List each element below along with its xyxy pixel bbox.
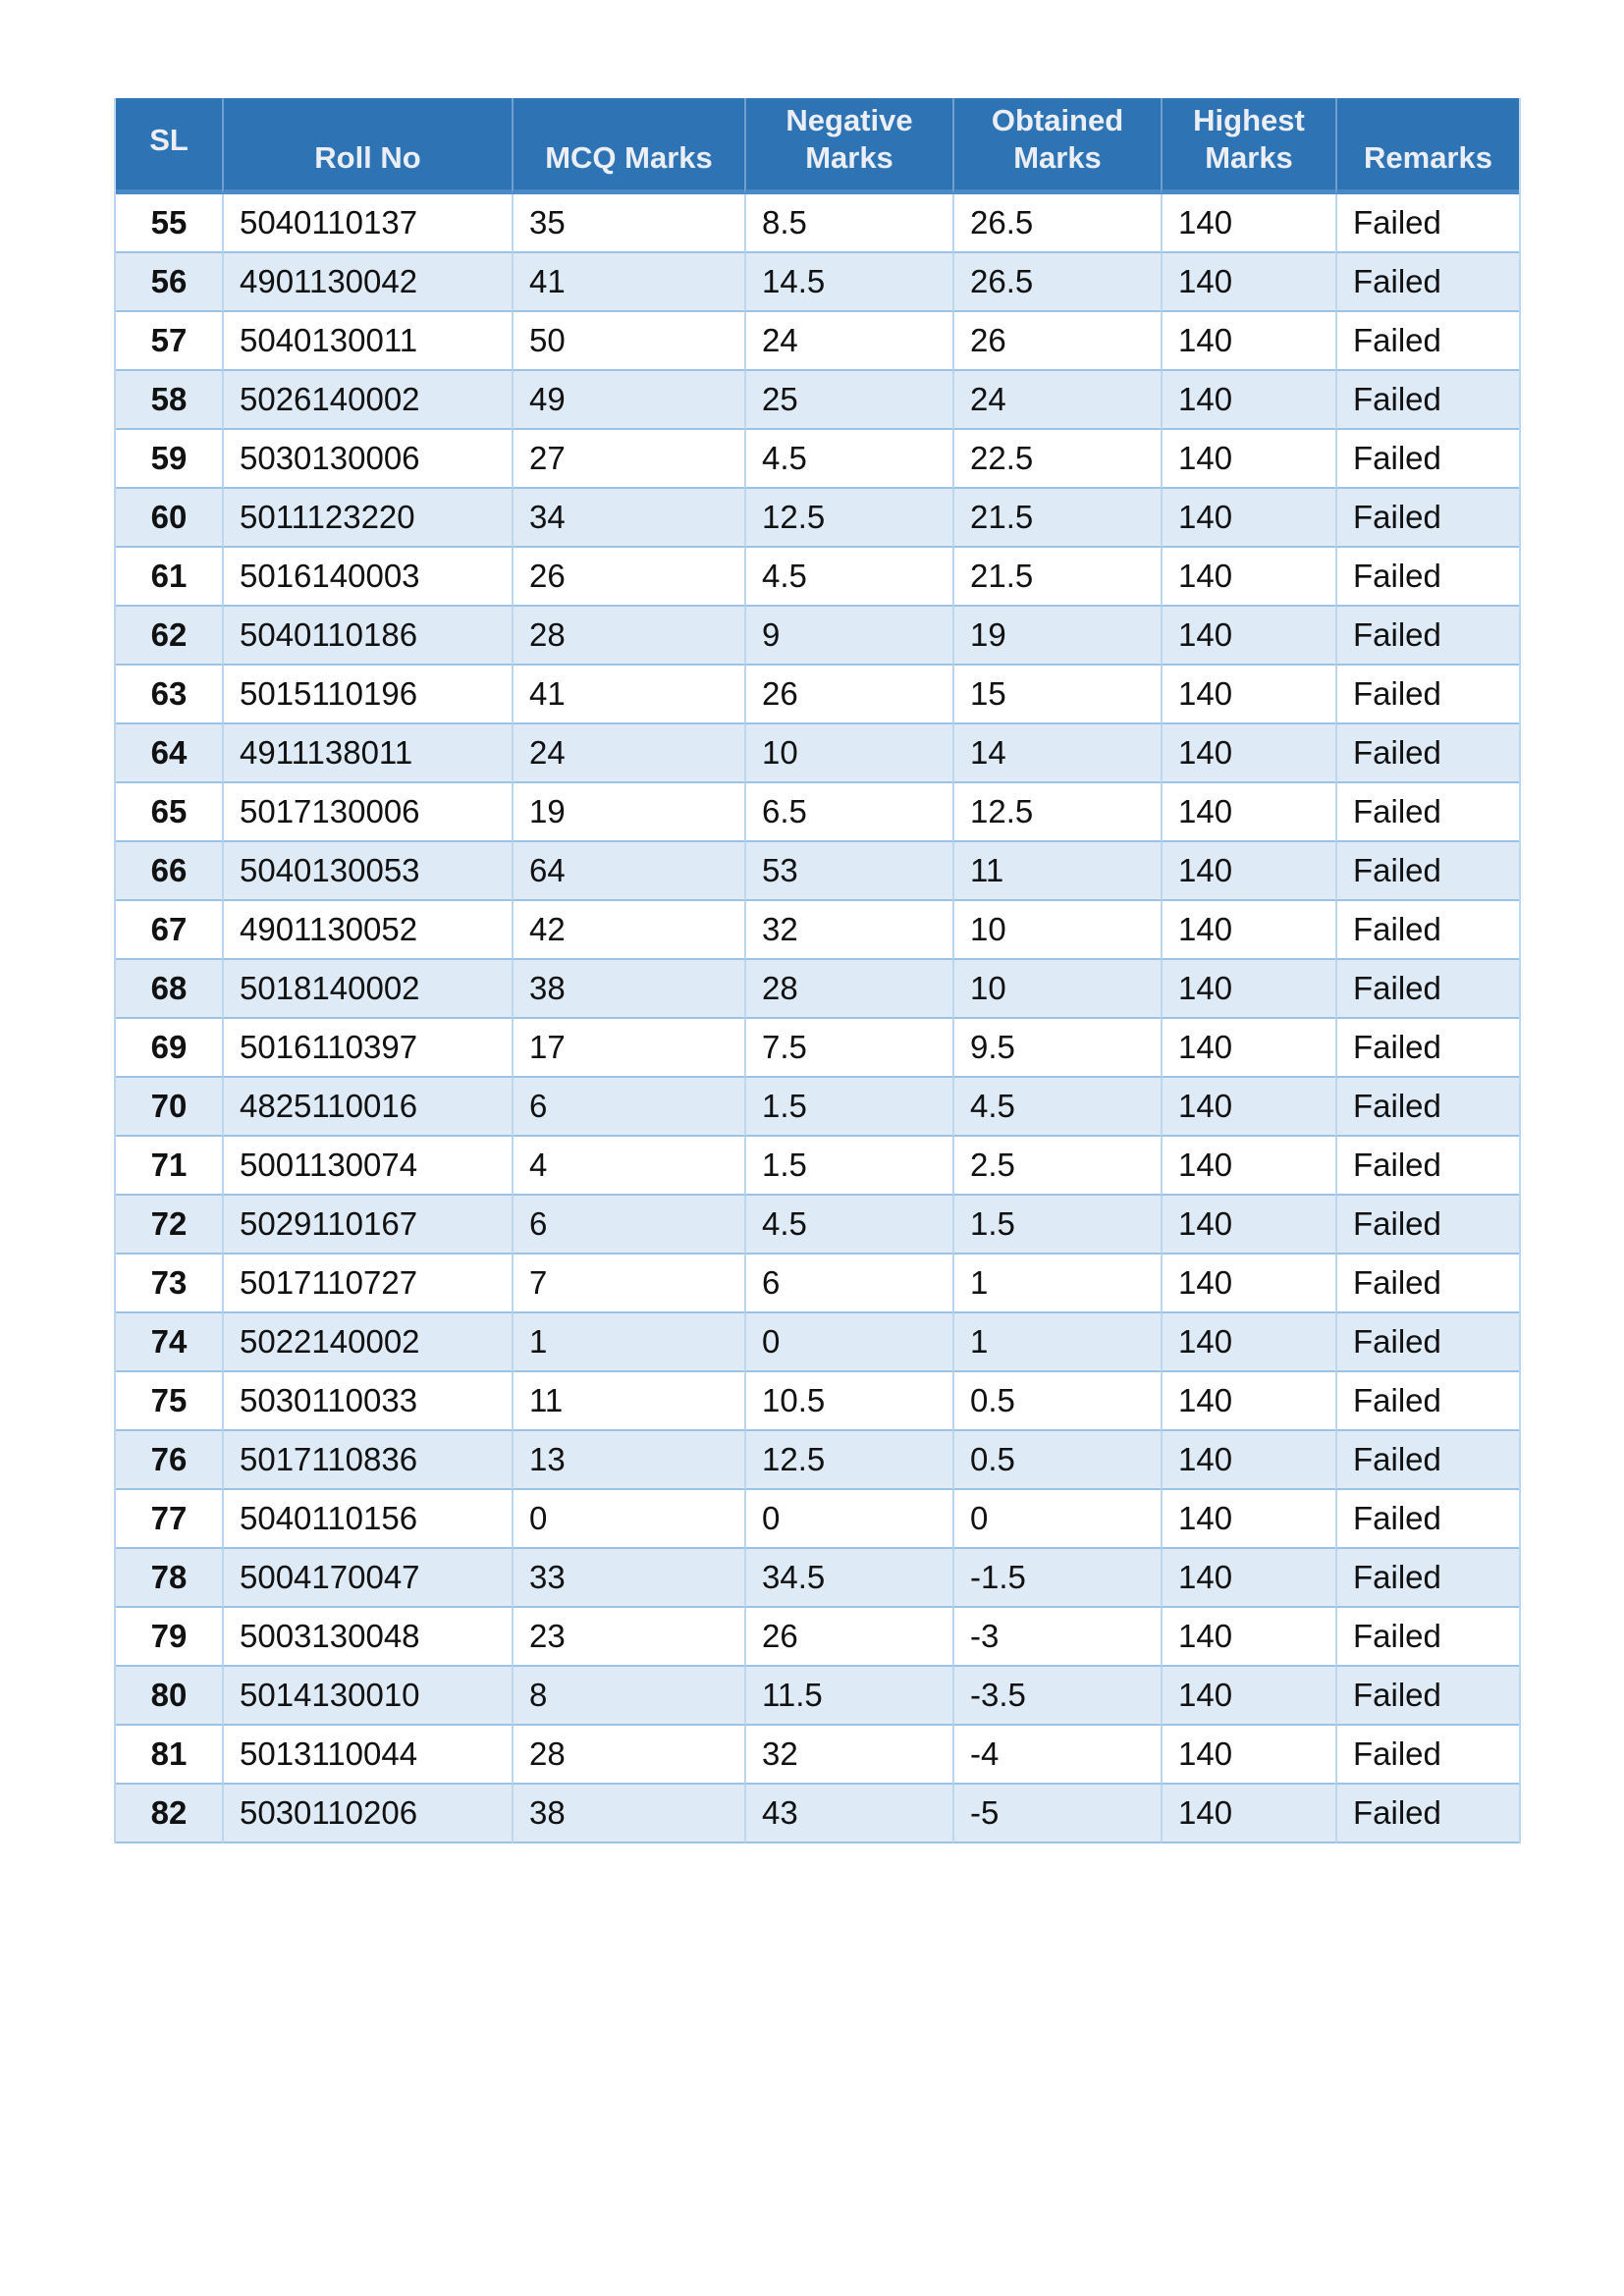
cell-obtained-marks: 12.5 [952, 783, 1161, 842]
table-row [116, 1372, 1519, 1431]
cell-obtained-marks: 1.5 [952, 1196, 1161, 1255]
cell-mcq-marks: 17 [512, 1019, 744, 1078]
cell-negative-marks: 25 [744, 371, 952, 430]
cell-obtained-marks: -3 [952, 1608, 1161, 1667]
cell-remarks: Failed [1335, 1196, 1519, 1255]
cell-sl: 80 [116, 1667, 222, 1726]
cell-negative-marks: 32 [744, 901, 952, 960]
table-row [116, 1431, 1519, 1490]
cell-mcq-marks: 1 [512, 1313, 744, 1372]
cell-negative-marks: 28 [744, 960, 952, 1019]
cell-remarks: Failed [1335, 666, 1519, 724]
cell-sl: 56 [116, 253, 222, 312]
table-row [116, 901, 1519, 960]
cell-remarks: Failed [1335, 1667, 1519, 1726]
cell-negative-marks: 43 [744, 1785, 952, 1843]
cell-roll-no: 5015110196 [222, 666, 512, 724]
cell-roll-no: 5030110206 [222, 1785, 512, 1843]
cell-roll-no: 5011123220 [222, 489, 512, 548]
table-row [116, 607, 1519, 666]
cell-roll-no: 5029110167 [222, 1196, 512, 1255]
cell-sl: 81 [116, 1726, 222, 1785]
cell-mcq-marks: 28 [512, 1726, 744, 1785]
cell-obtained-marks: 26.5 [952, 194, 1161, 253]
cell-mcq-marks: 24 [512, 724, 744, 783]
cell-remarks: Failed [1335, 1372, 1519, 1431]
results-table-header [116, 98, 1519, 194]
cell-remarks: Failed [1335, 1078, 1519, 1137]
cell-mcq-marks: 6 [512, 1196, 744, 1255]
cell-mcq-marks: 50 [512, 312, 744, 371]
cell-obtained-marks: 24 [952, 371, 1161, 430]
cell-negative-marks: 0 [744, 1313, 952, 1372]
cell-roll-no: 4901130042 [222, 253, 512, 312]
cell-highest-marks: 140 [1161, 489, 1335, 548]
table-row [116, 371, 1519, 430]
cell-mcq-marks: 34 [512, 489, 744, 548]
cell-mcq-marks: 35 [512, 194, 744, 253]
cell-highest-marks: 140 [1161, 1785, 1335, 1843]
cell-sl: 72 [116, 1196, 222, 1255]
cell-negative-marks: 6.5 [744, 783, 952, 842]
cell-mcq-marks: 11 [512, 1372, 744, 1431]
cell-negative-marks: 7.5 [744, 1019, 952, 1078]
cell-roll-no: 5030130006 [222, 430, 512, 489]
table-row [116, 312, 1519, 371]
cell-remarks: Failed [1335, 1137, 1519, 1196]
cell-remarks: Failed [1335, 901, 1519, 960]
table-row [116, 1785, 1519, 1843]
cell-obtained-marks: 15 [952, 666, 1161, 724]
cell-highest-marks: 140 [1161, 253, 1335, 312]
cell-obtained-marks: 4.5 [952, 1078, 1161, 1137]
cell-obtained-marks: 26.5 [952, 253, 1161, 312]
cell-mcq-marks: 33 [512, 1549, 744, 1608]
cell-negative-marks: 11.5 [744, 1667, 952, 1726]
cell-negative-marks: 1.5 [744, 1137, 952, 1196]
cell-remarks: Failed [1335, 1255, 1519, 1313]
cell-remarks: Failed [1335, 783, 1519, 842]
results-table [114, 98, 1521, 1843]
cell-negative-marks: 12.5 [744, 1431, 952, 1490]
cell-roll-no: 5001130074 [222, 1137, 512, 1196]
table-row [116, 1490, 1519, 1549]
header-negative-marks: Negative Marks [744, 98, 952, 194]
table-row [116, 783, 1519, 842]
cell-sl: 58 [116, 371, 222, 430]
cell-roll-no: 4911138011 [222, 724, 512, 783]
cell-mcq-marks: 42 [512, 901, 744, 960]
table-row [116, 842, 1519, 901]
cell-highest-marks: 140 [1161, 371, 1335, 430]
cell-negative-marks: 8.5 [744, 194, 952, 253]
cell-roll-no: 5004170047 [222, 1549, 512, 1608]
cell-remarks: Failed [1335, 253, 1519, 312]
cell-roll-no: 5026140002 [222, 371, 512, 430]
cell-highest-marks: 140 [1161, 1019, 1335, 1078]
cell-roll-no: 5017130006 [222, 783, 512, 842]
cell-highest-marks: 140 [1161, 1137, 1335, 1196]
header-mcq-marks: MCQ Marks [512, 98, 744, 194]
cell-obtained-marks: 1 [952, 1313, 1161, 1372]
cell-sl: 70 [116, 1078, 222, 1137]
cell-remarks: Failed [1335, 1019, 1519, 1078]
cell-obtained-marks: 1 [952, 1255, 1161, 1313]
cell-obtained-marks: 10 [952, 901, 1161, 960]
cell-remarks: Failed [1335, 842, 1519, 901]
cell-obtained-marks: -1.5 [952, 1549, 1161, 1608]
cell-negative-marks: 34.5 [744, 1549, 952, 1608]
cell-highest-marks: 140 [1161, 1608, 1335, 1667]
cell-sl: 76 [116, 1431, 222, 1490]
cell-highest-marks: 140 [1161, 1196, 1335, 1255]
cell-remarks: Failed [1335, 1785, 1519, 1843]
cell-roll-no: 4901130052 [222, 901, 512, 960]
cell-sl: 75 [116, 1372, 222, 1431]
cell-sl: 74 [116, 1313, 222, 1372]
cell-highest-marks: 140 [1161, 312, 1335, 371]
cell-negative-marks: 10 [744, 724, 952, 783]
cell-highest-marks: 140 [1161, 901, 1335, 960]
cell-remarks: Failed [1335, 1490, 1519, 1549]
cell-obtained-marks: 22.5 [952, 430, 1161, 489]
cell-sl: 62 [116, 607, 222, 666]
cell-negative-marks: 32 [744, 1726, 952, 1785]
cell-sl: 66 [116, 842, 222, 901]
cell-remarks: Failed [1335, 960, 1519, 1019]
table-row [116, 1726, 1519, 1785]
cell-roll-no: 5016140003 [222, 548, 512, 607]
cell-highest-marks: 140 [1161, 1667, 1335, 1726]
cell-highest-marks: 140 [1161, 548, 1335, 607]
cell-negative-marks: 14.5 [744, 253, 952, 312]
cell-remarks: Failed [1335, 1313, 1519, 1372]
cell-negative-marks: 4.5 [744, 1196, 952, 1255]
cell-mcq-marks: 27 [512, 430, 744, 489]
cell-obtained-marks: -3.5 [952, 1667, 1161, 1726]
cell-sl: 60 [116, 489, 222, 548]
table-row [116, 1608, 1519, 1667]
cell-roll-no: 5018140002 [222, 960, 512, 1019]
header-roll-no: Roll No [222, 98, 512, 194]
cell-negative-marks: 9 [744, 607, 952, 666]
cell-obtained-marks: 0.5 [952, 1372, 1161, 1431]
cell-roll-no: 5022140002 [222, 1313, 512, 1372]
cell-highest-marks: 140 [1161, 430, 1335, 489]
cell-highest-marks: 140 [1161, 194, 1335, 253]
cell-sl: 55 [116, 194, 222, 253]
table-row [116, 1137, 1519, 1196]
cell-sl: 67 [116, 901, 222, 960]
cell-roll-no: 4825110016 [222, 1078, 512, 1137]
cell-remarks: Failed [1335, 1726, 1519, 1785]
cell-obtained-marks: 21.5 [952, 548, 1161, 607]
cell-mcq-marks: 64 [512, 842, 744, 901]
cell-remarks: Failed [1335, 430, 1519, 489]
cell-obtained-marks: 14 [952, 724, 1161, 783]
cell-mcq-marks: 8 [512, 1667, 744, 1726]
cell-negative-marks: 0 [744, 1490, 952, 1549]
cell-roll-no: 5030110033 [222, 1372, 512, 1431]
cell-mcq-marks: 38 [512, 1785, 744, 1843]
cell-obtained-marks: 19 [952, 607, 1161, 666]
cell-sl: 69 [116, 1019, 222, 1078]
cell-mcq-marks: 41 [512, 253, 744, 312]
cell-negative-marks: 6 [744, 1255, 952, 1313]
table-row [116, 548, 1519, 607]
cell-highest-marks: 140 [1161, 666, 1335, 724]
cell-highest-marks: 140 [1161, 1726, 1335, 1785]
cell-remarks: Failed [1335, 1608, 1519, 1667]
cell-mcq-marks: 4 [512, 1137, 744, 1196]
cell-negative-marks: 1.5 [744, 1078, 952, 1137]
cell-remarks: Failed [1335, 312, 1519, 371]
header-sl: SL [116, 98, 222, 194]
table-row [116, 666, 1519, 724]
cell-negative-marks: 4.5 [744, 548, 952, 607]
cell-mcq-marks: 49 [512, 371, 744, 430]
cell-highest-marks: 140 [1161, 607, 1335, 666]
cell-mcq-marks: 41 [512, 666, 744, 724]
cell-mcq-marks: 0 [512, 1490, 744, 1549]
cell-mcq-marks: 26 [512, 548, 744, 607]
table-row [116, 194, 1519, 253]
cell-obtained-marks: 11 [952, 842, 1161, 901]
cell-remarks: Failed [1335, 371, 1519, 430]
cell-obtained-marks: 0 [952, 1490, 1161, 1549]
cell-mcq-marks: 13 [512, 1431, 744, 1490]
results-tbody [116, 194, 1519, 1843]
cell-obtained-marks: -5 [952, 1785, 1161, 1843]
cell-roll-no: 5017110836 [222, 1431, 512, 1490]
cell-highest-marks: 140 [1161, 1255, 1335, 1313]
cell-negative-marks: 26 [744, 1608, 952, 1667]
cell-highest-marks: 140 [1161, 783, 1335, 842]
table-row [116, 1078, 1519, 1137]
cell-sl: 82 [116, 1785, 222, 1843]
cell-remarks: Failed [1335, 1431, 1519, 1490]
cell-sl: 59 [116, 430, 222, 489]
cell-obtained-marks: 0.5 [952, 1431, 1161, 1490]
header-highest-marks: Highest Marks [1161, 98, 1335, 194]
cell-negative-marks: 10.5 [744, 1372, 952, 1431]
table-row [116, 1667, 1519, 1726]
cell-highest-marks: 140 [1161, 960, 1335, 1019]
cell-highest-marks: 140 [1161, 1431, 1335, 1490]
cell-sl: 77 [116, 1490, 222, 1549]
cell-sl: 68 [116, 960, 222, 1019]
header-obtained-marks: Obtained Marks [952, 98, 1161, 194]
table-row [116, 1549, 1519, 1608]
cell-remarks: Failed [1335, 724, 1519, 783]
cell-remarks: Failed [1335, 1549, 1519, 1608]
table-row [116, 1313, 1519, 1372]
cell-negative-marks: 26 [744, 666, 952, 724]
header-row [116, 98, 1519, 194]
cell-mcq-marks: 23 [512, 1608, 744, 1667]
cell-remarks: Failed [1335, 194, 1519, 253]
cell-highest-marks: 140 [1161, 1372, 1335, 1431]
cell-roll-no: 5016110397 [222, 1019, 512, 1078]
cell-sl: 63 [116, 666, 222, 724]
cell-roll-no: 5040110137 [222, 194, 512, 253]
cell-highest-marks: 140 [1161, 1313, 1335, 1372]
cell-negative-marks: 12.5 [744, 489, 952, 548]
cell-negative-marks: 4.5 [744, 430, 952, 489]
table-row [116, 1019, 1519, 1078]
cell-roll-no: 5014130010 [222, 1667, 512, 1726]
cell-roll-no: 5013110044 [222, 1726, 512, 1785]
cell-remarks: Failed [1335, 548, 1519, 607]
cell-sl: 79 [116, 1608, 222, 1667]
cell-highest-marks: 140 [1161, 1549, 1335, 1608]
cell-roll-no: 5017110727 [222, 1255, 512, 1313]
cell-highest-marks: 140 [1161, 842, 1335, 901]
table-row [116, 724, 1519, 783]
table-row [116, 489, 1519, 548]
cell-mcq-marks: 38 [512, 960, 744, 1019]
table-row [116, 1196, 1519, 1255]
cell-negative-marks: 24 [744, 312, 952, 371]
cell-obtained-marks: 10 [952, 960, 1161, 1019]
table-row [116, 430, 1519, 489]
cell-sl: 71 [116, 1137, 222, 1196]
cell-roll-no: 5040130053 [222, 842, 512, 901]
cell-roll-no: 5040130011 [222, 312, 512, 371]
cell-obtained-marks: -4 [952, 1726, 1161, 1785]
cell-mcq-marks: 19 [512, 783, 744, 842]
cell-highest-marks: 140 [1161, 724, 1335, 783]
cell-sl: 65 [116, 783, 222, 842]
cell-mcq-marks: 6 [512, 1078, 744, 1137]
cell-sl: 78 [116, 1549, 222, 1608]
cell-obtained-marks: 21.5 [952, 489, 1161, 548]
cell-obtained-marks: 9.5 [952, 1019, 1161, 1078]
cell-mcq-marks: 7 [512, 1255, 744, 1313]
cell-remarks: Failed [1335, 607, 1519, 666]
cell-mcq-marks: 28 [512, 607, 744, 666]
cell-obtained-marks: 26 [952, 312, 1161, 371]
cell-sl: 73 [116, 1255, 222, 1313]
cell-sl: 64 [116, 724, 222, 783]
cell-roll-no: 5003130048 [222, 1608, 512, 1667]
table-row [116, 253, 1519, 312]
table-row [116, 1255, 1519, 1313]
cell-negative-marks: 53 [744, 842, 952, 901]
cell-sl: 61 [116, 548, 222, 607]
header-remarks: Remarks [1335, 98, 1519, 194]
cell-roll-no: 5040110186 [222, 607, 512, 666]
cell-highest-marks: 140 [1161, 1490, 1335, 1549]
cell-roll-no: 5040110156 [222, 1490, 512, 1549]
cell-sl: 57 [116, 312, 222, 371]
table-row [116, 960, 1519, 1019]
cell-remarks: Failed [1335, 489, 1519, 548]
cell-obtained-marks: 2.5 [952, 1137, 1161, 1196]
cell-highest-marks: 140 [1161, 1078, 1335, 1137]
